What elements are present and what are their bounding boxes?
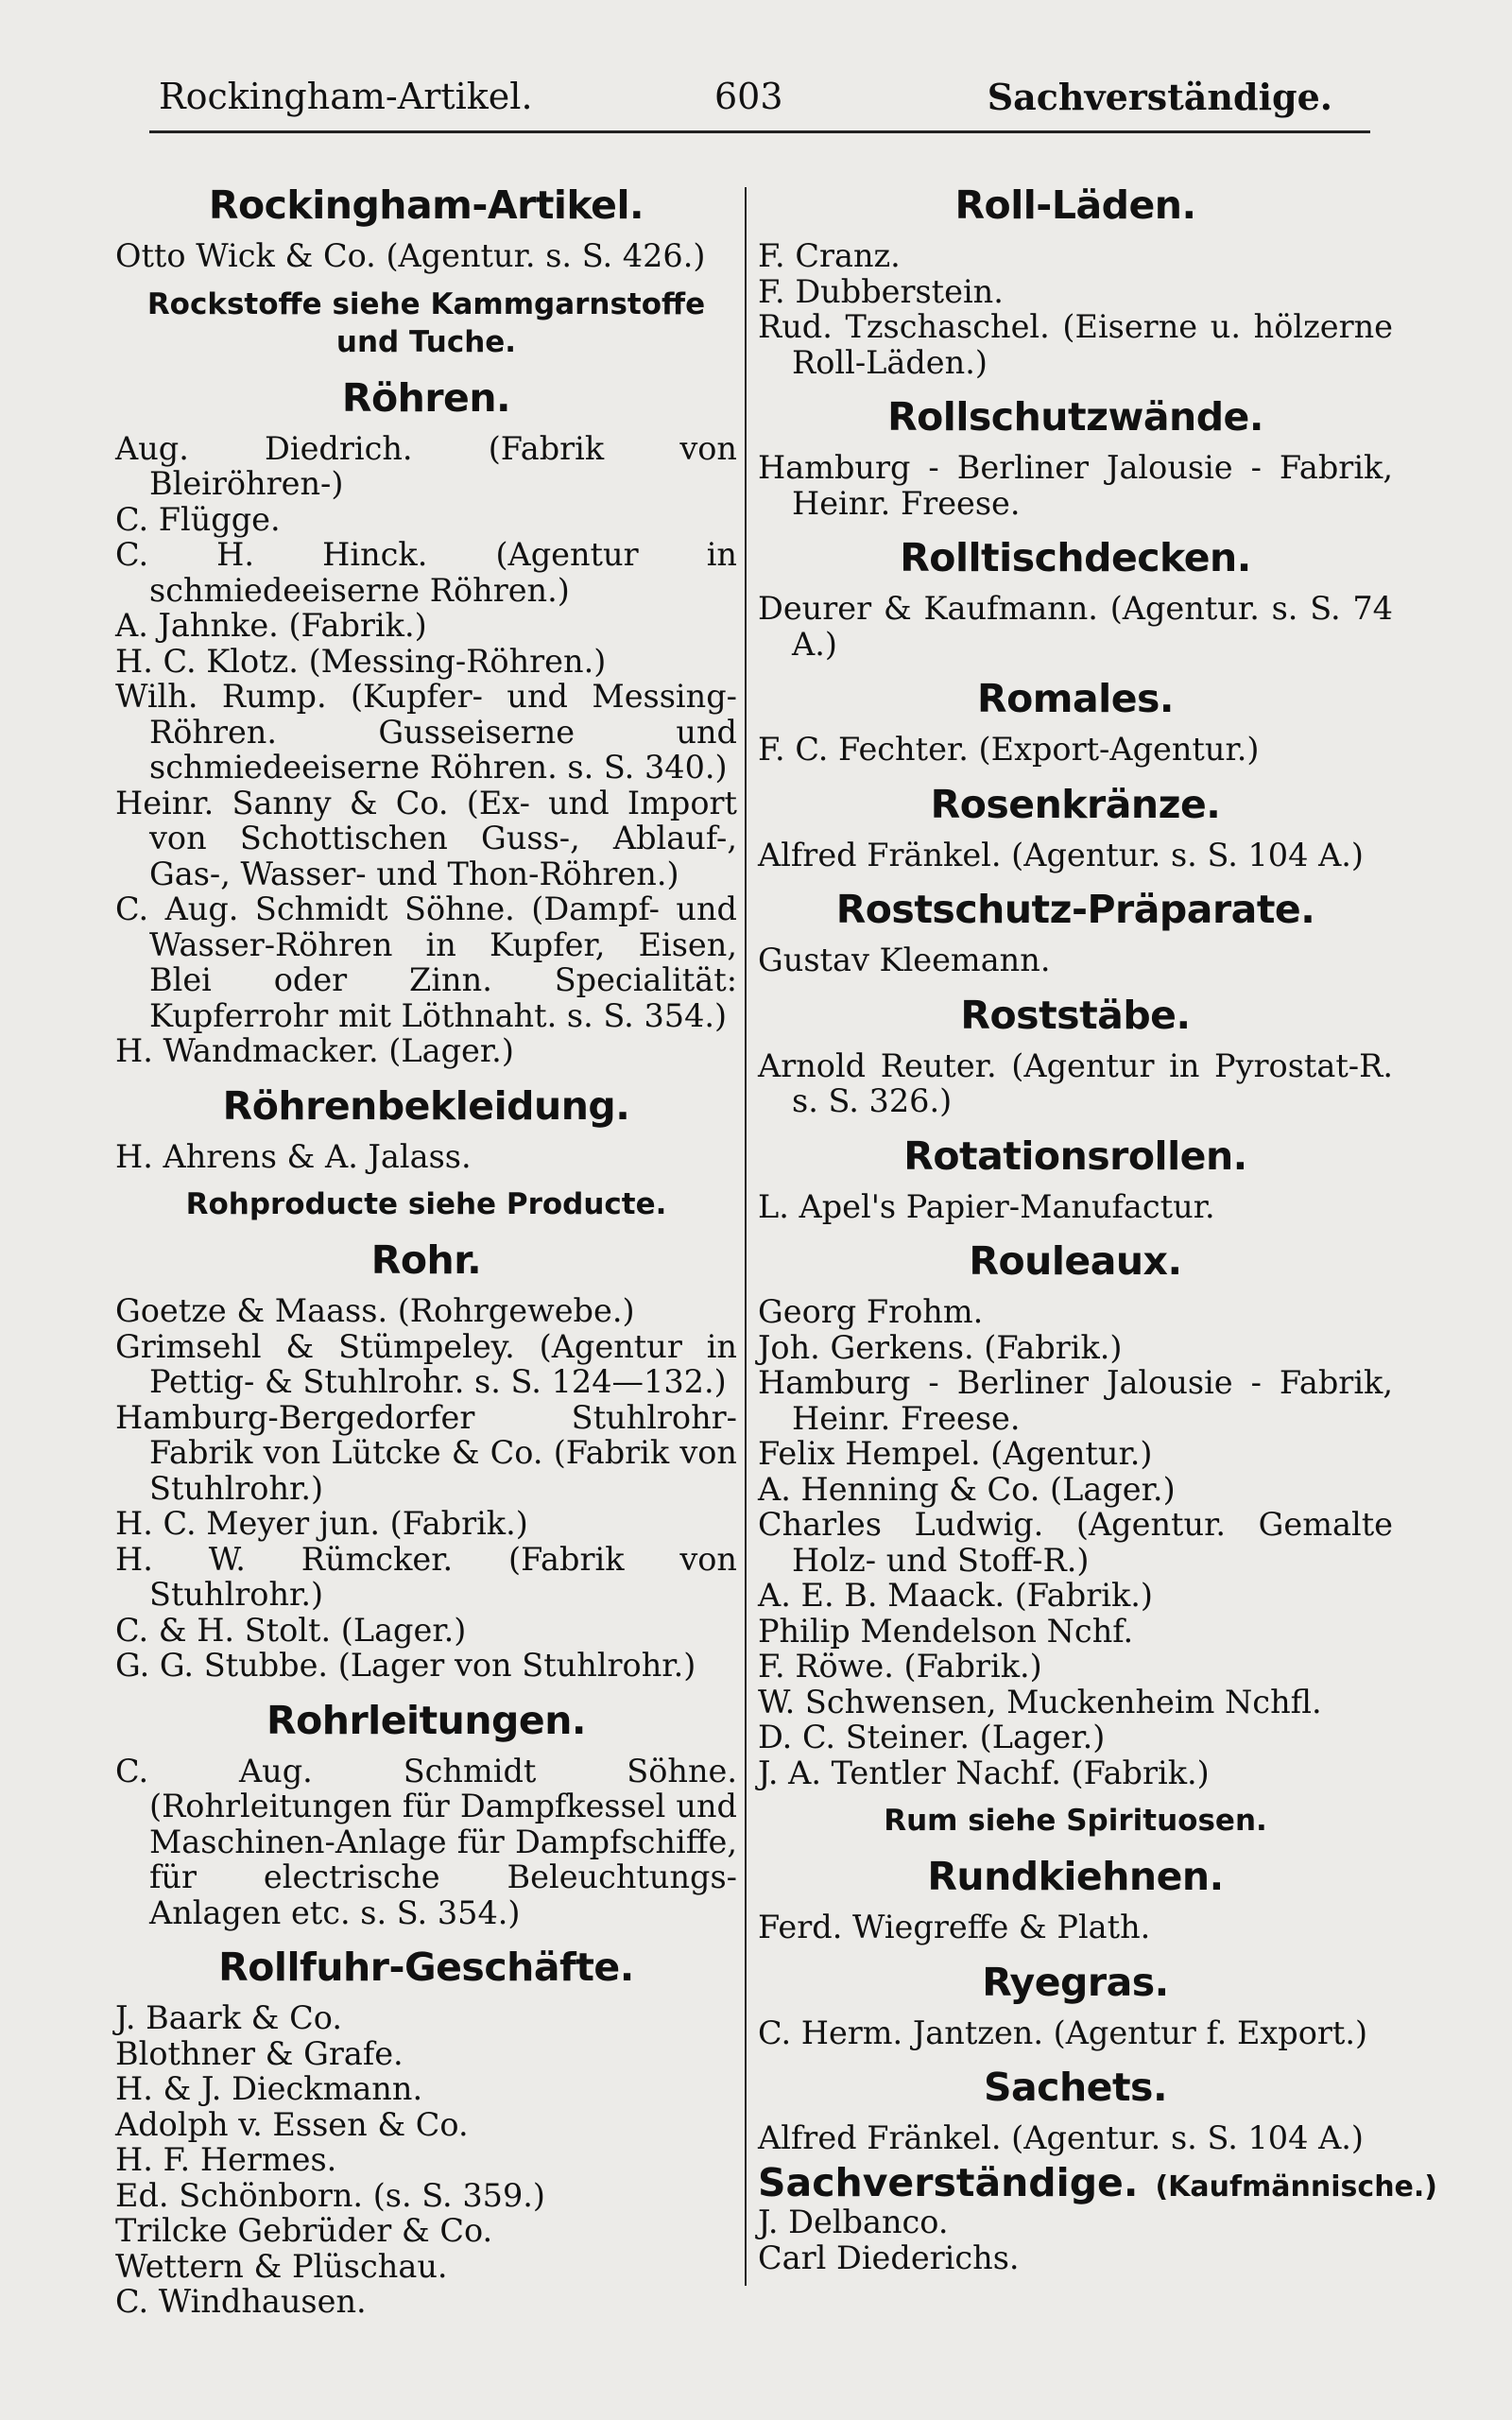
directory-entry: F. Cranz.	[758, 237, 901, 274]
section-heading-with-note	[758, 2159, 1438, 2205]
directory-entry: Aug. Diedrich. (Fabrik von Bleiröhren-)	[115, 429, 737, 502]
section-heading: Roststäbe.	[960, 992, 1191, 1038]
directory-entry: W. Schwensen, Muckenheim Nchfl.	[758, 1683, 1322, 1720]
directory-entry: L. Apel's Papier-Manufactur.	[758, 1187, 1215, 1225]
page-number: 603	[714, 76, 783, 117]
header-left-title: Rockingham-Artikel.	[159, 76, 533, 117]
section-heading: Rohrleitungen.	[266, 1697, 586, 1743]
directory-entry: Deurer & Kaufmann. (Agentur. s. S. 74 A.)	[758, 590, 1393, 663]
directory-entry: Joh. Gerkens. (Fabrik.)	[758, 1328, 1123, 1366]
cross-reference: Rum siehe Spirituosen.	[884, 1804, 1267, 1838]
section-heading: Sachverständige.	[758, 2159, 1139, 2205]
section-heading: Rostschutz-Präparate.	[835, 887, 1315, 932]
directory-entry: J. Baark & Co.	[115, 1999, 342, 2036]
directory-entry: J. A. Tentler Nachf. (Fabrik.)	[758, 1754, 1210, 1791]
directory-entry: C. H. Hinck. (Agentur in schmiedeeiserne Röhren.)	[115, 536, 737, 609]
directory-entry: Ferd. Wiegreffe & Plath.	[758, 1909, 1151, 1945]
right-column	[758, 168, 1438, 2276]
directory-entry: C. Windhausen.	[115, 2283, 367, 2320]
directory-entry: H. C. Meyer jun. (Fabrik.)	[115, 1505, 528, 1542]
directory-entry: D. C. Steiner. (Lager.)	[758, 1719, 1106, 1755]
directory-entry: C. & H. Stolt. (Lager.)	[115, 1611, 467, 1649]
section-heading: Rouleaux.	[969, 1238, 1182, 1284]
section-heading: Rundkiehnen.	[927, 1854, 1224, 1899]
directory-entry: Adolph v. Essen & Co.	[115, 2105, 469, 2143]
directory-entry: G. G. Stubbe. (Lager von Stuhlrohr.)	[115, 1647, 696, 1684]
directory-entry: C. Aug. Schmidt Söhne. (Dampf- und Wasser-Röhren in Kupfer, Eisen, Blei oder Zinn. Specialität: Kupferrohr mit Löthnaht. s. S. 354.)	[115, 890, 737, 1034]
section-heading: Roll-Läden.	[954, 182, 1196, 228]
directory-entry: Hamburg-Bergedorfer Stuhlrohr-Fabrik von Lütcke & Co. (Fabrik von Stuhlrohr.)	[115, 1398, 737, 1507]
directory-entry: H. Ahrens & A. Jalass.	[115, 1137, 472, 1175]
cross-reference: Rohproducte siehe Producte.	[185, 1187, 667, 1221]
directory-entry: J. Delbanco.	[758, 2204, 949, 2240]
directory-entry: Rud. Tzschaschel. (Eiserne u. hölzerne Roll-Läden.)	[758, 308, 1393, 381]
directory-entry: Alfred Fränkel. (Agentur. s. S. 104 A.)	[758, 2119, 1364, 2156]
left-column	[115, 168, 737, 2320]
directory-entry: F. Dubberstein.	[758, 272, 1004, 310]
header-right-title: Sachverständige.	[987, 76, 1332, 118]
directory-entry: F. Röwe. (Fabrik.)	[758, 1648, 1042, 1685]
directory-entry: Felix Hempel. (Agentur.)	[758, 1435, 1153, 1472]
directory-entry: F. C. Fechter. (Export-Agentur.)	[758, 731, 1260, 768]
directory-entry: A. Henning & Co. (Lager.)	[758, 1470, 1176, 1508]
directory-entry: A. Jahnke. (Fabrik.)	[115, 607, 427, 644]
section-heading: Romales.	[977, 676, 1174, 721]
running-header	[151, 68, 1332, 125]
directory-entry: Goetze & Maass. (Rohrgewebe.)	[115, 1292, 635, 1329]
section-heading: Rosenkränze.	[930, 781, 1221, 827]
directory-entry: Georg Frohm.	[758, 1293, 984, 1330]
directory-entry: H. W. Rümcker. (Fabrik von Stuhlrohr.)	[115, 1540, 737, 1613]
directory-entry: H. F. Hermes.	[115, 2141, 337, 2178]
section-heading: Rohr.	[370, 1237, 482, 1283]
section-heading: Röhren.	[341, 374, 511, 421]
section-heading: Sachets.	[983, 2065, 1168, 2110]
directory-entry: Grimsehl & Stümpeley. (Agentur in Pettig- & Stuhlrohr. s. S. 124—132.)	[115, 1327, 737, 1400]
directory-entry: Wettern & Plüschau.	[115, 2247, 448, 2285]
directory-entry: H. Wandmacker. (Lager.)	[115, 1032, 514, 1069]
header-rule	[149, 130, 1370, 133]
section-heading: Ryegras.	[982, 1959, 1169, 2005]
section-heading: Rollfuhr-Geschäfte.	[218, 1945, 634, 1990]
directory-entry: H. & J. Dieckmann.	[115, 2070, 423, 2107]
section-heading-note: (Kaufmännische.)	[1155, 2169, 1438, 2204]
directory-entry: Wilh. Rump. (Kupfer- und Messing-Röhren. Gusseiserne und schmiedeeiserne Röhren. s. S. 340.)	[115, 678, 737, 786]
directory-entry: H. C. Klotz. (Messing-Röhren.)	[115, 642, 607, 680]
directory-entry: C. Aug. Schmidt Söhne. (Rohrleitungen für Dampfkessel und Maschinen-Anlage für Dampfschiffe, für electrische Beleuchtungs-Anlagen etc. s. S. 354.)	[115, 1752, 737, 1931]
cross-reference: Rockstoffe siehe Kammgarnstoffe und Tuche.	[146, 286, 706, 359]
directory-entry: Philip Mendelson Nchf.	[758, 1612, 1134, 1650]
directory-entry: Hamburg - Berliner Jalousie - Fabrik, Heinr. Freese.	[758, 1364, 1393, 1437]
directory-entry: Otto Wick & Co. (Agentur. s. S. 426.)	[115, 237, 706, 274]
directory-entry: Alfred Fränkel. (Agentur. s. S. 104 A.)	[758, 836, 1364, 873]
directory-entry: C. Herm. Jantzen. (Agentur f. Export.)	[758, 2014, 1368, 2051]
section-heading: Rockingham-Artikel.	[208, 182, 644, 228]
directory-entry: Ed. Schönborn. (s. S. 359.)	[115, 2176, 545, 2214]
directory-entry: Gustav Kleemann.	[758, 942, 1051, 978]
directory-entry: Charles Ludwig. (Agentur. Gemalte Holz- und Stoff-R.)	[758, 1506, 1393, 1579]
section-heading: Rollschutzwände.	[887, 394, 1263, 440]
directory-entry: Trilcke Gebrüder & Co.	[115, 2212, 493, 2249]
section-heading: Rotationsrollen.	[903, 1132, 1247, 1179]
column-divider	[745, 187, 747, 2286]
directory-entry: Arnold Reuter. (Agentur in Pyrostat-R. s. S. 326.)	[758, 1046, 1393, 1119]
directory-entry: Hamburg - Berliner Jalousie - Fabrik, Heinr. Freese.	[758, 449, 1393, 522]
directory-entry: Carl Diederichs.	[758, 2238, 1020, 2276]
section-heading: Röhrenbekleidung.	[222, 1082, 630, 1129]
directory-entry: Blothner & Grafe.	[115, 2034, 404, 2072]
section-heading: Rolltischdecken.	[900, 535, 1251, 580]
directory-entry: A. E. B. Maack. (Fabrik.)	[758, 1577, 1153, 1614]
directory-entry: C. Flügge.	[115, 500, 281, 538]
directory-entry: Heinr. Sanny & Co. (Ex- und Import von Schottischen Guss-, Ablauf-, Gas-, Wasser- und Thon-Röhren.)	[115, 784, 737, 892]
